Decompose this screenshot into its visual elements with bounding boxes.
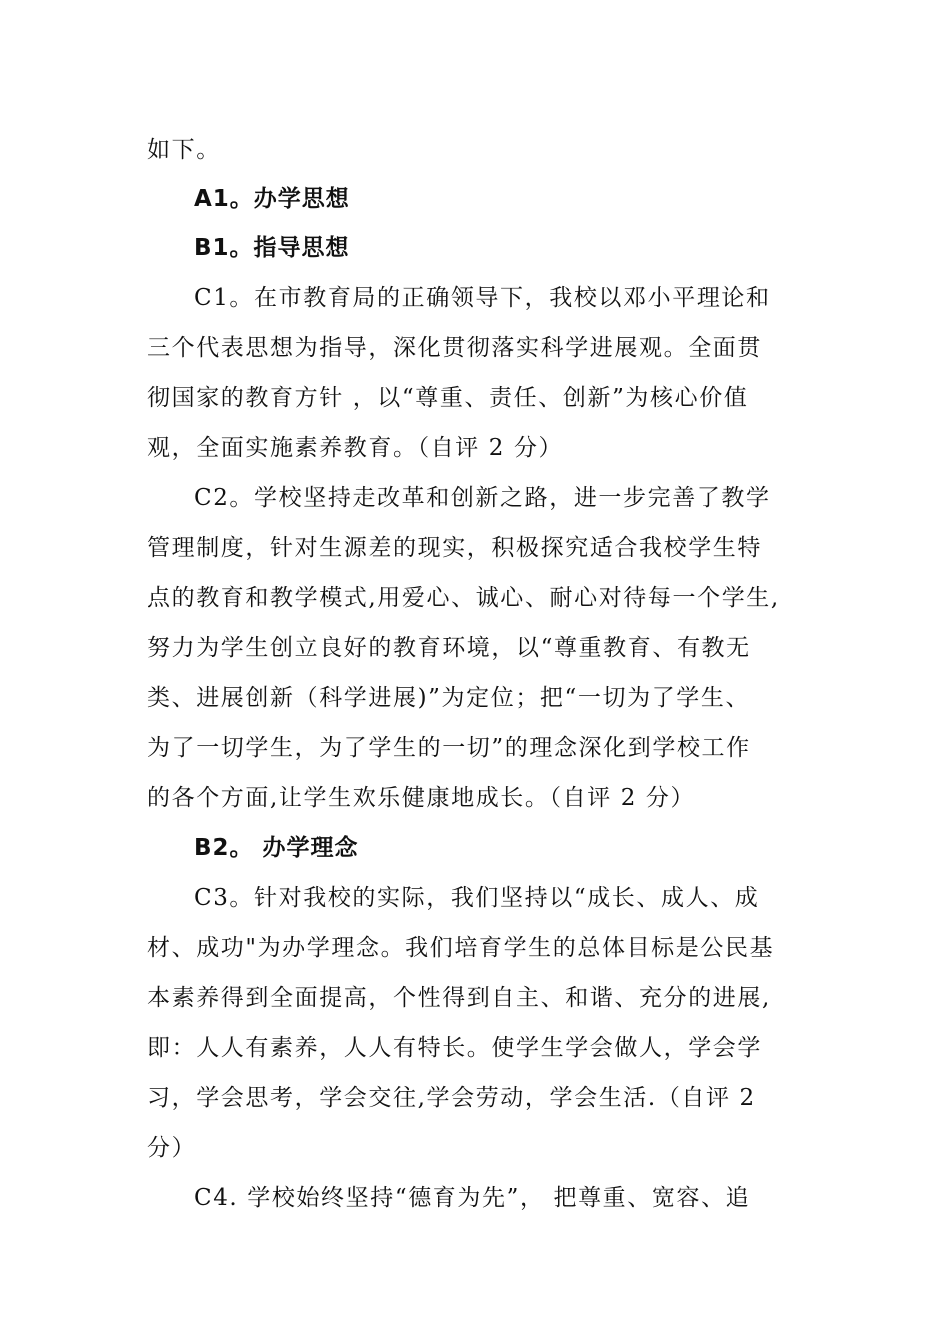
paragraph-line: 管理制度，针对生源差的现实，积极探究适合我校学生特 <box>147 535 762 561</box>
paragraph-line: 习，学会思考，学会交往,学会劳动，学会生活.（自评 2 <box>147 1085 756 1111</box>
paragraph-line: 类、进展创新（科学进展)”为定位；把“一切为了学生、 <box>147 685 751 711</box>
paragraph-line: 努力为学生创立良好的教育环境，以“尊重教育、有教无 <box>147 635 751 661</box>
paragraph-line: 三个代表思想为指导，深化贯彻落实科学进展观。全面贯 <box>147 335 762 361</box>
paragraph-line: 本素养得到全面提高，个性得到自主、和谐、充分的进展, <box>147 985 771 1011</box>
paragraph-line: C1。在市教育局的正确领导下，我校以邓小平理论和 <box>194 285 771 311</box>
paragraph-line: C3。针对我校的实际，我们坚持以“成长、成人、成 <box>194 885 760 911</box>
paragraph-line: 的各个方面,让学生欢乐健康地成长。（自评 2 分） <box>147 785 696 811</box>
paragraph-line: C4. 学校始终坚持“德育为先”， 把尊重、宽容、追 <box>194 1185 751 1211</box>
paragraph-line: 材、成功"为办学理念。我们培育学生的总体目标是公民基 <box>147 935 775 961</box>
paragraph-line: 观，全面实施素养教育。（自评 2 分） <box>147 435 564 461</box>
paragraph-line: 为了一切学生，为了学生的一切”的理念深化到学校工作 <box>147 735 751 761</box>
paragraph-line: 彻国家的教育方针 ，以“尊重、责任、创新”为核心价值 <box>147 385 749 411</box>
section-heading-b2: B2。 办学理念 <box>194 835 359 861</box>
section-heading-b1: B1。指导思想 <box>194 235 350 261</box>
paragraph-line: 分） <box>147 1135 197 1161</box>
paragraph-line: C2。学校坚持走改革和创新之路，进一步完善了教学 <box>194 485 771 511</box>
section-heading-a1: A1。办学思想 <box>194 186 350 212</box>
paragraph-line: 点的教育和教学模式,用爱心、诚心、耐心对待每一个学生, <box>147 585 780 611</box>
paragraph-line: 如下。 <box>147 137 221 163</box>
paragraph-line: 即：人人有素养，人人有特长。使学生学会做人，学会学 <box>147 1035 762 1061</box>
